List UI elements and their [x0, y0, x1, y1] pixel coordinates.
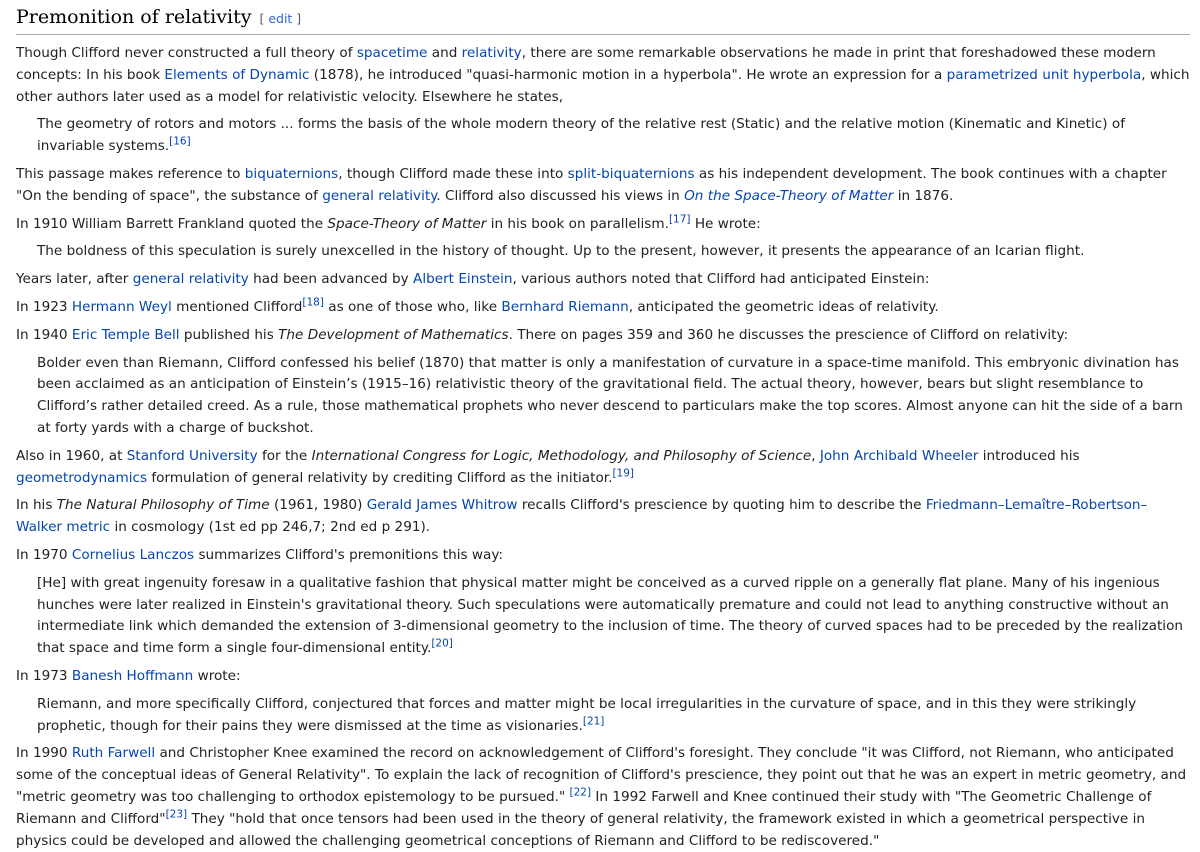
link-gerald-james-whitrow[interactable]: Gerald James Whitrow — [366, 497, 518, 514]
ref-19[interactable] — [612, 467, 634, 479]
paragraph-4: Years later, after general relativity had been advanced by Albert Einstein, various authors noted that Clifford had anticipated Einstein: — [16, 271, 930, 288]
paragraph-1: Though Clifford never constructed a full theory of spacetime and relativity, there are some remarkable observations he made in print that foreshadowed these modern concepts: In his book Elements of Dynamic (1878), he introduced "quasi-harmonic motion in a hyperbola". He wrote an expression for a parametrized unit hyperbola, which other authors later used as a model for relativistic velocity. Elsewhere he states, — [16, 45, 1190, 105]
quote-1: The geometry of rotors and motors ... forms the basis of the whole modern theory of the relative rest (Static) and the relative motion (Kinematic and Kinetic) of invariable systems.[16] — [37, 116, 1125, 155]
edit-link[interactable]: edit — [268, 11, 293, 26]
link-ruth-farwell[interactable]: Ruth Farwell — [71, 745, 156, 762]
link-banesh-hoffmann[interactable]: Banesh Hoffmann — [71, 667, 194, 684]
link-bernhard-riemann[interactable]: Bernhard Riemann — [501, 298, 629, 315]
link-john-archibald-wheeler[interactable]: John Archibald Wheeler — [819, 447, 979, 464]
link-eric-temple-bell[interactable]: Eric Temple Bell — [71, 326, 180, 343]
link-hermann-weyl[interactable]: Hermann Weyl — [71, 298, 172, 315]
link-general-relativity-2[interactable]: general relativity — [132, 271, 249, 288]
link-parametrized-unit-hyperbola[interactable]: parametrized unit hyperbola — [946, 66, 1142, 83]
ref-21[interactable] — [583, 715, 605, 727]
paragraph-5: In 1923 Hermann Weyl mentioned Clifford[18] as one of those who, like Bernhard Riemann, anticipated the geometric ideas of relativity. — [16, 296, 939, 315]
link-relativity[interactable]: relativity — [461, 45, 522, 61]
quote-2: The boldness of this speculation is surely unexcelled in the history of thought. Up to the present, however, it presents the appearance of an Icarian flight. — [37, 243, 1085, 260]
link-stanford-university[interactable]: Stanford University — [126, 447, 258, 464]
paragraph-3: In 1910 William Barrett Frankland quoted the Space-Theory of Matter in his book on parallelism.[17] He wrote: — [16, 213, 761, 232]
ref-22-link[interactable]: [22] — [569, 786, 592, 799]
ref-20[interactable] — [431, 638, 453, 650]
link-biquaternions[interactable]: biquaternions — [244, 165, 339, 182]
edit-section: [ edit ] — [259, 11, 302, 26]
quote-3: Bolder even than Riemann, Clifford confessed his belief (1870) that matter is only a manifestation of curvature in a space-time manifold. This embryonic divination has been acclaimed as an anticipation of Einstein’s (1915–16) relativistic theory of the gravitational field. The actual theory, however, bears but slight resemblance to Clifford’s rather detailed creed. As a rule, those mathematical prophets who never descend to particulars make the top scores. Almost anyone can hit the side of a barn at forty yards with a charge of buckshot. — [37, 354, 1183, 436]
quote-4: [He] with great ingenuity foresaw in a qualitative fashion that physical matter might be conceived as a curved ripple on a generally flat plane. Many of his ingenious hunches were later realized in Einstein's gravitational theory. Such speculations were automatically premature and could not lead to anything constructive without an intermediate link which demanded the extension of 3-dimensional geometry to the inclusion of time. The theory of curved spaces had to be preceded by the realization that space and time form a single four-dimensional entity.[20] — [37, 574, 1184, 657]
paragraph-11: In 1990 Ruth Farwell and Christopher Knee examined the record on acknowledgement of Clifford's foresight. They conclude "it was Clifford, not Riemann, who anticipated some of the conceptual ideas of General Relativity". To explain the lack of recognition of Clifford's prescience, they point out that he was an expert in metric geometry, and "metric geometry was too challenging to orthodox epistemology to be pursued." [22] In 1992 Farwell and Knee continued their study with "The Geometric Challenge of Riemann and Clifford"[23] They "hold that once tensors had been used in the theory of general relativity, the framework existed in which a geometrical perspective in physics could be developed and allowed the challenging geometrical conceptions of Riemann and Clifford to be rediscovered." — [16, 745, 1187, 849]
ref-18[interactable] — [302, 296, 324, 308]
ref-16-link[interactable]: [16] — [169, 135, 191, 148]
paragraph-2: This passage makes reference to biquaternions, though Clifford made these into split-biquaternions as his independent development. The book continues with a chapter "On the bending of space", the substance of general relativity. Clifford also discussed his views in On the Space-Theory of Matter in 1876. — [16, 165, 1167, 204]
ref-17[interactable] — [669, 213, 691, 225]
link-split-biquaternions[interactable]: split-biquaternions — [567, 165, 695, 182]
link-flrw-metric[interactable]: Friedmann–Lemaître–Robertson–Walker metric — [16, 497, 1148, 536]
section-heading — [16, 0, 1190, 35]
ref-22[interactable] — [570, 786, 592, 798]
quote-5: Riemann, and more specifically Clifford, conjectured that forces and matter might be local irregularities in the curvature of space, and in this they were strikingly prophetic, though for their pains they were dismissed at the time as visionaries.[21] — [37, 695, 1137, 734]
section-title: Premonition of relativity — [16, 6, 252, 28]
link-space-theory-of-matter[interactable]: On the Space-Theory of Matter — [684, 187, 894, 204]
link-general-relativity[interactable]: general relativity — [322, 187, 437, 204]
ref-21-link[interactable]: [21] — [582, 714, 605, 727]
link-spacetime[interactable]: spacetime — [356, 45, 428, 61]
ref-23-link[interactable]: [23] — [165, 808, 188, 821]
ref-18-link[interactable]: [18] — [302, 296, 324, 309]
paragraph-9: In 1970 Cornelius Lanczos summarizes Clifford's premonitions this way: — [16, 546, 503, 563]
ref-17-link[interactable]: [17] — [668, 213, 691, 226]
ref-16[interactable] — [169, 136, 191, 148]
link-albert-einstein[interactable]: Albert Einstein — [413, 271, 513, 288]
link-geometrodynamics[interactable]: geometrodynamics — [16, 469, 148, 486]
paragraph-8: In his The Natural Philosophy of Time (1961, 1980) Gerald James Whitrow recalls Clifford's prescience by quoting him to describe the Friedmann–Lemaître–Robertson–Walker metric in cosmology (1st ed pp 246,7; 2nd ed p 291). — [16, 497, 1148, 536]
ref-23[interactable] — [166, 808, 188, 820]
paragraph-10: In 1973 Banesh Hoffmann wrote: — [16, 667, 241, 684]
link-cornelius-lanczos[interactable]: Cornelius Lanczos — [71, 546, 195, 563]
ref-20-link[interactable]: [20] — [431, 637, 453, 650]
paragraph-6: In 1940 Eric Temple Bell published his The Development of Mathematics. There on pages 359 and 360 he discusses the prescience of Clifford on relativity: — [16, 326, 1069, 343]
paragraph-7: Also in 1960, at Stanford University for the International Congress for Logic, Methodology, and Philosophy of Science, John Archibald Wheeler introduced his geometrodynamics formulation of general relativity by crediting Clifford as the initiator.[19] — [16, 447, 1080, 486]
link-elements-of-dynamic[interactable]: Elements of Dynamic — [164, 66, 310, 83]
ref-19-link[interactable]: [19] — [612, 467, 635, 480]
